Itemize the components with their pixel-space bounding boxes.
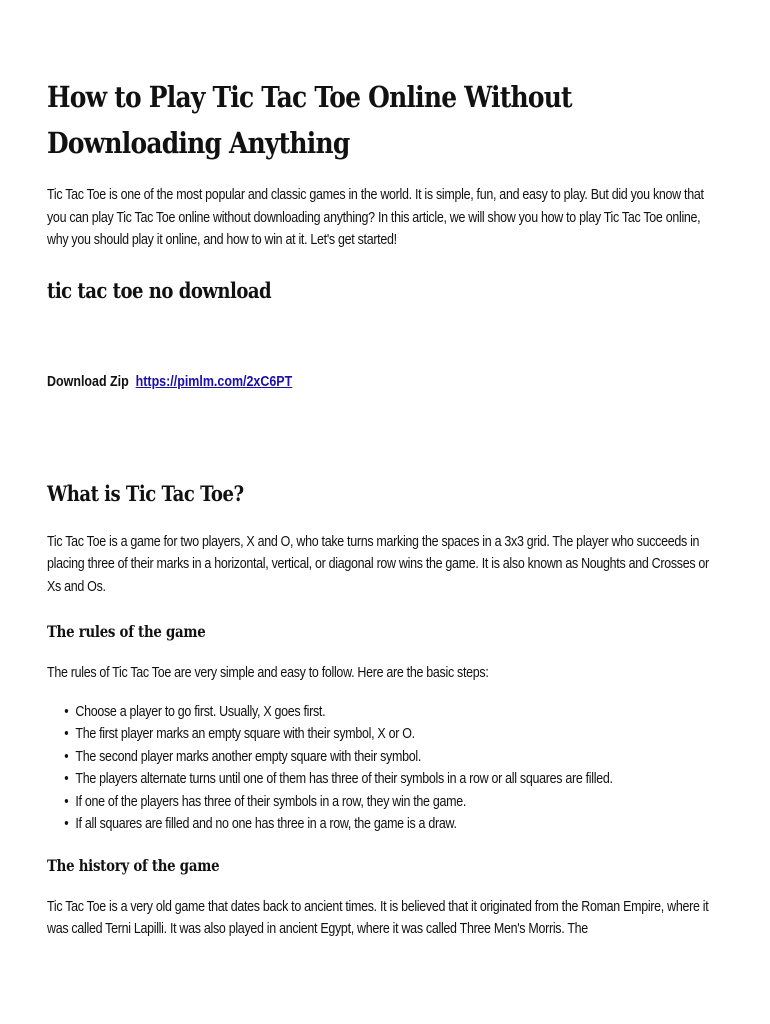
list-item-text: If one of the players has three of their symbols in a row, they win the game. bbox=[75, 793, 467, 810]
download-label: Download Zip bbox=[47, 373, 129, 390]
intro-paragraph: Tic Tac Toe is one of the most popular and classic games in the world. It is simple, fun, and easy to play. But did you know that you can play Tic Tac Toe online without downloading anything? In this article, we will show you how to play Tic Tac Toe online, why you should play it online, and how to win at it. Let's get started! bbox=[47, 187, 704, 248]
keyword-heading: tic tac toe no download bbox=[47, 277, 272, 303]
bullet-icon: • bbox=[64, 793, 69, 810]
article-title: How to Play Tic Tac Toe Online Without Downloading Anything bbox=[47, 80, 572, 160]
list-item bbox=[64, 768, 733, 791]
bullet-icon: • bbox=[64, 771, 69, 787]
history-heading: The history of the game bbox=[47, 855, 220, 875]
list-item-text: The first player marks an empty square with their symbol, X or O. bbox=[75, 726, 415, 742]
list-item-text: Choose a player to go first. Usually, X goes first. bbox=[75, 703, 326, 720]
list-item-text: The players alternate turns until one of them has three of their symbols in a row or all squares are filled. bbox=[75, 771, 613, 787]
list-item bbox=[64, 813, 733, 836]
list-item bbox=[64, 723, 733, 746]
rules-heading: The rules of the game bbox=[47, 622, 206, 641]
download-line bbox=[47, 371, 626, 393]
list-item bbox=[64, 791, 733, 814]
bullet-icon: • bbox=[64, 703, 69, 720]
rules-intro-paragraph: The rules of Tic Tac Toe are very simple and easy to follow. Here are the basic steps: bbox=[47, 665, 489, 681]
history-paragraph: Tic Tac Toe is a very old game that dates back to ancient times. It is believed that it originated from the Roman Empire, where it was called Terni Lapilli. It was also played in ancient Egypt, where it was called Three Men's Morris. The bbox=[47, 898, 709, 937]
list-item bbox=[64, 701, 733, 724]
list-item-text: The second player marks another empty square with their symbol. bbox=[75, 748, 421, 765]
list-item-text: If all squares are filled and no one has three in a row, the game is a draw. bbox=[75, 816, 457, 832]
bullet-icon: • bbox=[64, 816, 69, 832]
download-link[interactable]: https://pimlm.com/2xC6PT bbox=[135, 373, 293, 390]
what-is-heading: What is Tic Tac Toe? bbox=[47, 480, 244, 506]
what-is-paragraph: Tic Tac Toe is a game for two players, X and O, who take turns marking the spaces in a 3x3 grid. The player who succeeds in placing three of their marks in a horizontal, vertical, or diagonal row wins the game. It is also known as Noughts and Crosses or Xs and Os. bbox=[47, 533, 709, 595]
list-item bbox=[64, 746, 733, 769]
rules-list bbox=[47, 701, 733, 836]
bullet-icon: • bbox=[64, 748, 69, 765]
bullet-icon: • bbox=[64, 726, 69, 742]
